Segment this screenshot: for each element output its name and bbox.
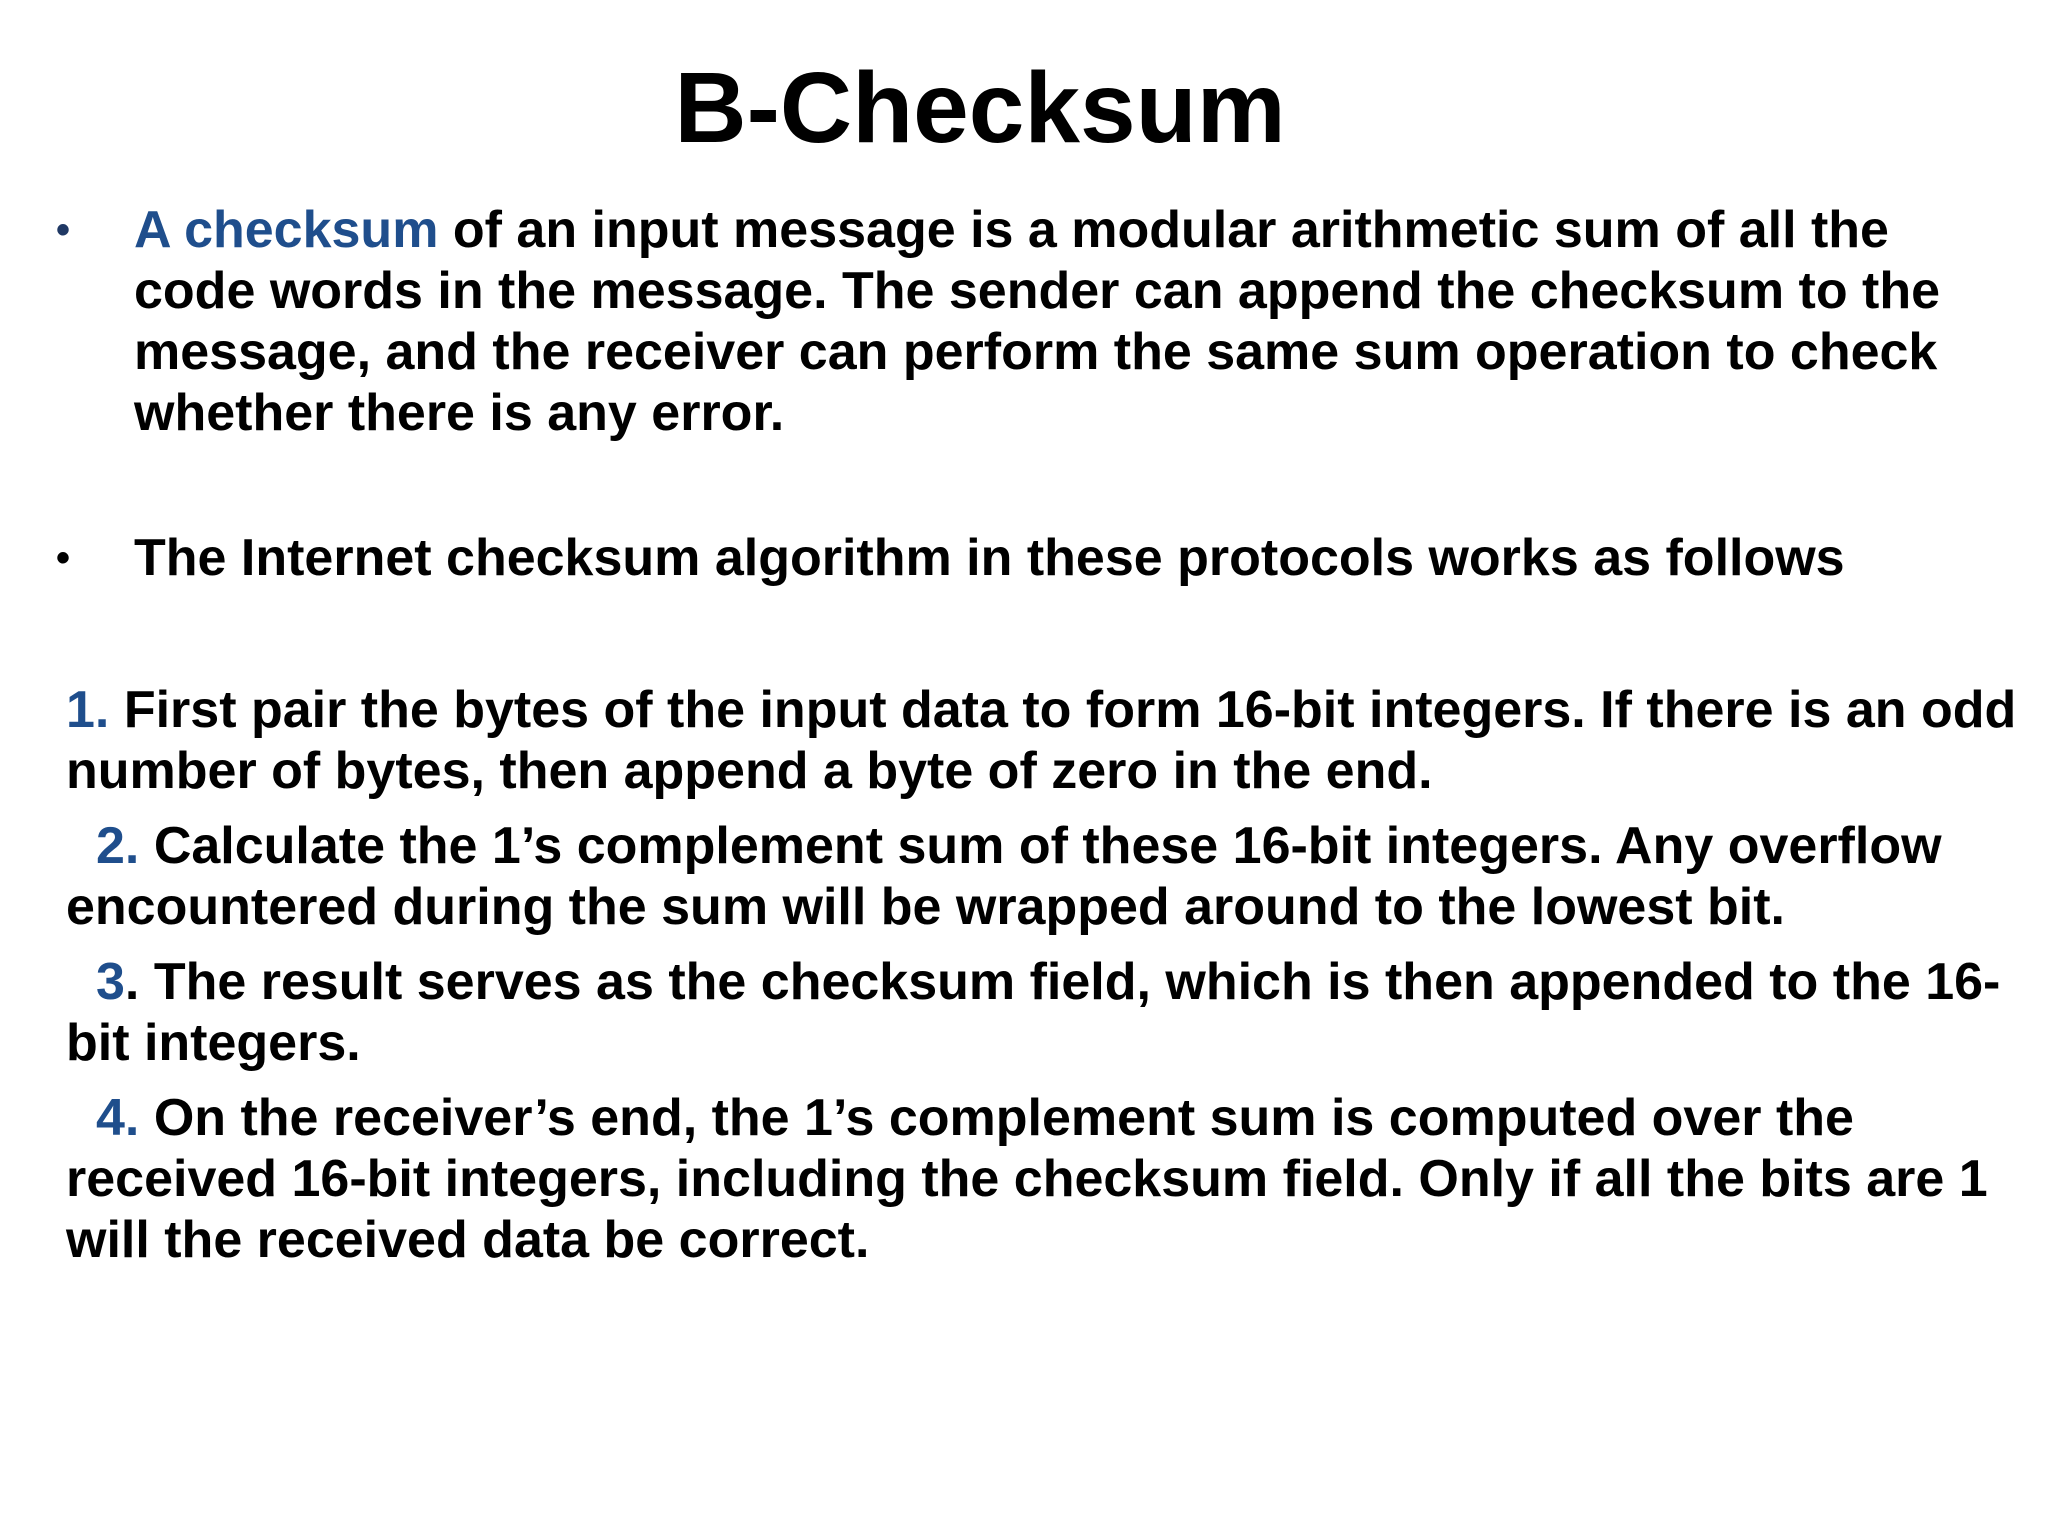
bullet-marker: •: [56, 536, 71, 580]
bullet-text: [134, 528, 2016, 589]
step-text: On the receiver’s end, the 1’s complement sum is computed over the received 16-bit integers, including the checksum field. Only if all the bits are 1 will the received data be correct.: [66, 1089, 1988, 1269]
slide-title: B-Checksum: [674, 52, 1286, 164]
step-text: . The result serves as the checksum field, which is then appended to the 16-bit integers.: [66, 953, 2001, 1072]
bullet-lead-term: A checksum: [134, 201, 439, 259]
step-number: 2.: [96, 817, 140, 875]
bullet-internet-checksum: [56, 528, 2016, 589]
step-number: 4.: [96, 1089, 140, 1147]
step-text: Calculate the 1’s complement sum of these 16-bit integers. Any overflow encountered during the sum will be wrapped around to the lowest bit.: [66, 817, 1942, 936]
bullet-text: [134, 200, 2016, 444]
step-number: 3: [96, 953, 125, 1011]
bullet-body: The Internet checksum algorithm in these protocols works as follows: [134, 529, 1845, 587]
bullet-checksum-definition: [56, 200, 2016, 444]
bullet-marker: •: [56, 208, 71, 252]
step-4: [66, 1088, 2026, 1271]
bullet-body: of an input message is a modular arithmetic sum of all the code words in the message. The sender can append the checksum to the message, and the receiver can perform the same sum operation to check whether there is any error.: [134, 201, 1941, 442]
step-1: [66, 680, 2026, 802]
step-3: [66, 952, 2026, 1074]
step-text: First pair the bytes of the input data to form 16-bit integers. If there is an odd number of bytes, then append a byte of zero in the end.: [66, 681, 2017, 800]
algorithm-steps: [66, 680, 2026, 1285]
step-number: 1.: [66, 681, 110, 739]
step-2: [66, 816, 2026, 938]
